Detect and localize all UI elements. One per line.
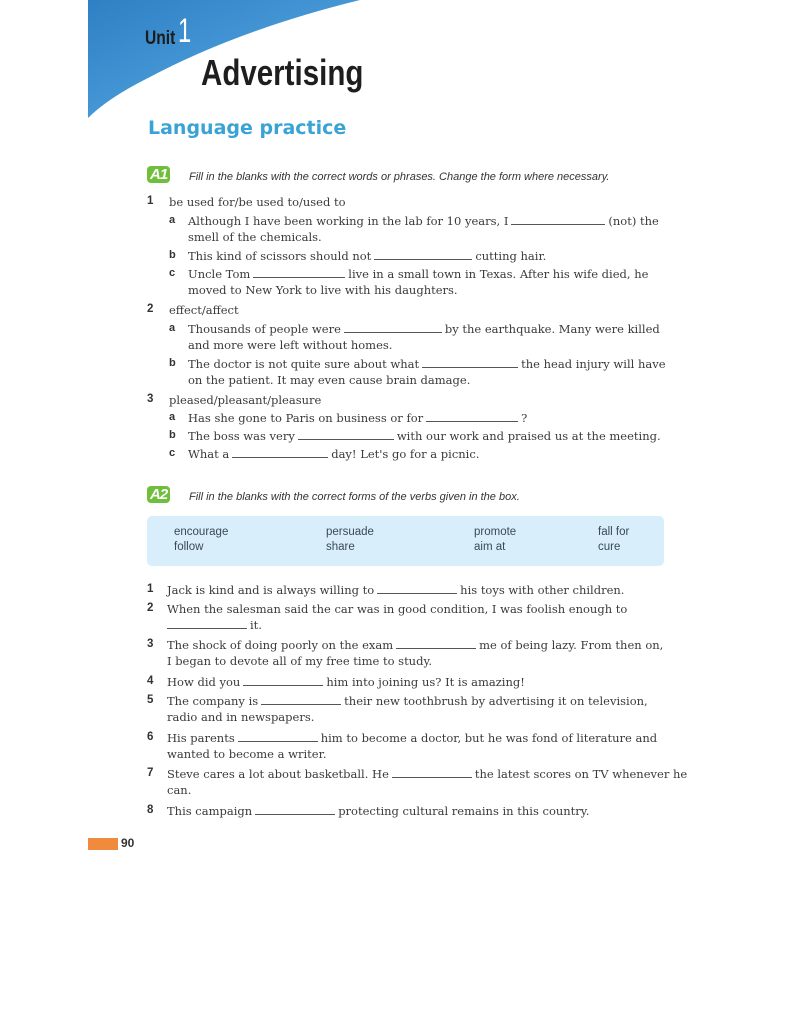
question-line: wanted to become a writer. [167, 747, 327, 761]
answer-blank[interactable] [232, 447, 328, 458]
question-line: moved to New York to live with his daughters. [188, 283, 458, 297]
word-box-item: aim at [474, 541, 506, 553]
answer-blank[interactable] [253, 267, 345, 278]
word-box-item: share [326, 541, 355, 553]
question-line: Thousands of people were by the earthquake. Many were killed [188, 322, 660, 336]
question-line: and more were left without homes. [188, 338, 393, 352]
question-line: The doctor is not quite sure about what the head injury will have [188, 357, 666, 371]
word-box-item: promote [474, 526, 517, 538]
answer-blank[interactable] [392, 767, 472, 778]
group-heading: pleased/pleasant/pleasure [169, 393, 322, 407]
answer-blank[interactable] [243, 675, 323, 686]
question-line: The company is their new toothbrush by advertising it on television, [167, 694, 648, 708]
question-line: The boss was very with our work and praised us at the meeting. [188, 429, 661, 443]
answer-blank[interactable] [374, 249, 472, 260]
section-title: Language practice [148, 117, 347, 139]
item-letter: c [169, 447, 176, 459]
group-number: 3 [147, 393, 154, 405]
word-box-item: cure [598, 541, 621, 553]
word-box-item: fall for [598, 526, 630, 538]
word-box-item: follow [174, 541, 204, 553]
question-line: This kind of scissors should not cutting hair. [188, 249, 547, 263]
question-line: I began to devote all of my free time to study. [167, 654, 433, 668]
question-line: Uncle Tom live in a small town in Texas. After his wife died, he [188, 267, 649, 281]
answer-blank[interactable] [396, 638, 476, 649]
answer-blank[interactable] [238, 731, 318, 742]
word-box-item: encourage [174, 526, 229, 538]
exercise-instruction-a1: Fill in the blanks with the correct words or phrases. Change the form where necessary. [189, 171, 610, 183]
question-line: Has she gone to Paris on business or for ? [188, 411, 528, 425]
page-number-bar [88, 838, 118, 850]
exercise-badge-a1: A1 [147, 166, 170, 183]
question-line: The shock of doing poorly on the exam me of being lazy. From then on, [167, 638, 664, 652]
question-line: on the patient. It may even cause brain damage. [188, 373, 471, 387]
item-number: 1 [147, 583, 154, 595]
question-line: it. [167, 617, 262, 633]
question-line: How did you him into joining us? It is amazing! [167, 675, 525, 689]
answer-blank[interactable] [167, 618, 247, 629]
question-line: Jack is kind and is always willing to his toys with other children. [167, 583, 625, 597]
group-heading: be used for/be used to/used to [169, 195, 346, 209]
question-line: smell of the chemicals. [188, 230, 322, 244]
question-line: His parents him to become a doctor, but he was fond of literature and [167, 731, 658, 745]
question-line: What a day! Let's go for a picnic. [188, 447, 480, 461]
page-number: 90 [121, 836, 135, 850]
question-line: Although I have been working in the lab for 10 years, I (not) the [188, 214, 659, 228]
item-letter: a [169, 322, 176, 334]
question-line: This campaign protecting cultural remains in this country. [167, 804, 590, 818]
item-letter: a [169, 411, 176, 423]
item-number: 8 [147, 804, 154, 816]
group-number: 2 [147, 303, 154, 315]
answer-blank[interactable] [422, 357, 518, 368]
item-letter: b [169, 357, 176, 369]
item-number: 2 [147, 602, 154, 614]
unit-label: Unit [145, 28, 176, 49]
item-letter: c [169, 267, 176, 279]
answer-blank[interactable] [511, 214, 605, 225]
question-line: radio and in newspapers. [167, 710, 315, 724]
item-number: 7 [147, 767, 154, 779]
item-letter: b [169, 249, 176, 261]
group-heading: effect/affect [169, 303, 239, 317]
item-letter: b [169, 429, 176, 441]
word-box-item: persuade [326, 526, 374, 538]
item-letter: a [169, 214, 176, 226]
item-number: 5 [147, 694, 154, 706]
answer-blank[interactable] [344, 322, 442, 333]
answer-blank[interactable] [377, 583, 457, 594]
answer-blank[interactable] [255, 804, 335, 815]
item-number: 6 [147, 731, 154, 743]
answer-blank[interactable] [261, 694, 341, 705]
unit-number: 1 [178, 12, 192, 50]
item-number: 3 [147, 638, 154, 650]
answer-blank[interactable] [298, 429, 394, 440]
word-box [147, 516, 664, 566]
unit-title: Advertising [201, 52, 364, 93]
question-line: Steve cares a lot about basketball. He the latest scores on TV whenever he [167, 767, 688, 781]
question-line: can. [167, 783, 192, 797]
question-line: When the salesman said the car was in good condition, I was foolish enough to [167, 602, 628, 616]
exercise-badge-a2: A2 [147, 486, 170, 503]
item-number: 4 [147, 675, 154, 687]
group-number: 1 [147, 195, 154, 207]
exercise-instruction-a2: Fill in the blanks with the correct forms of the verbs given in the box. [189, 491, 520, 503]
answer-blank[interactable] [426, 411, 518, 422]
